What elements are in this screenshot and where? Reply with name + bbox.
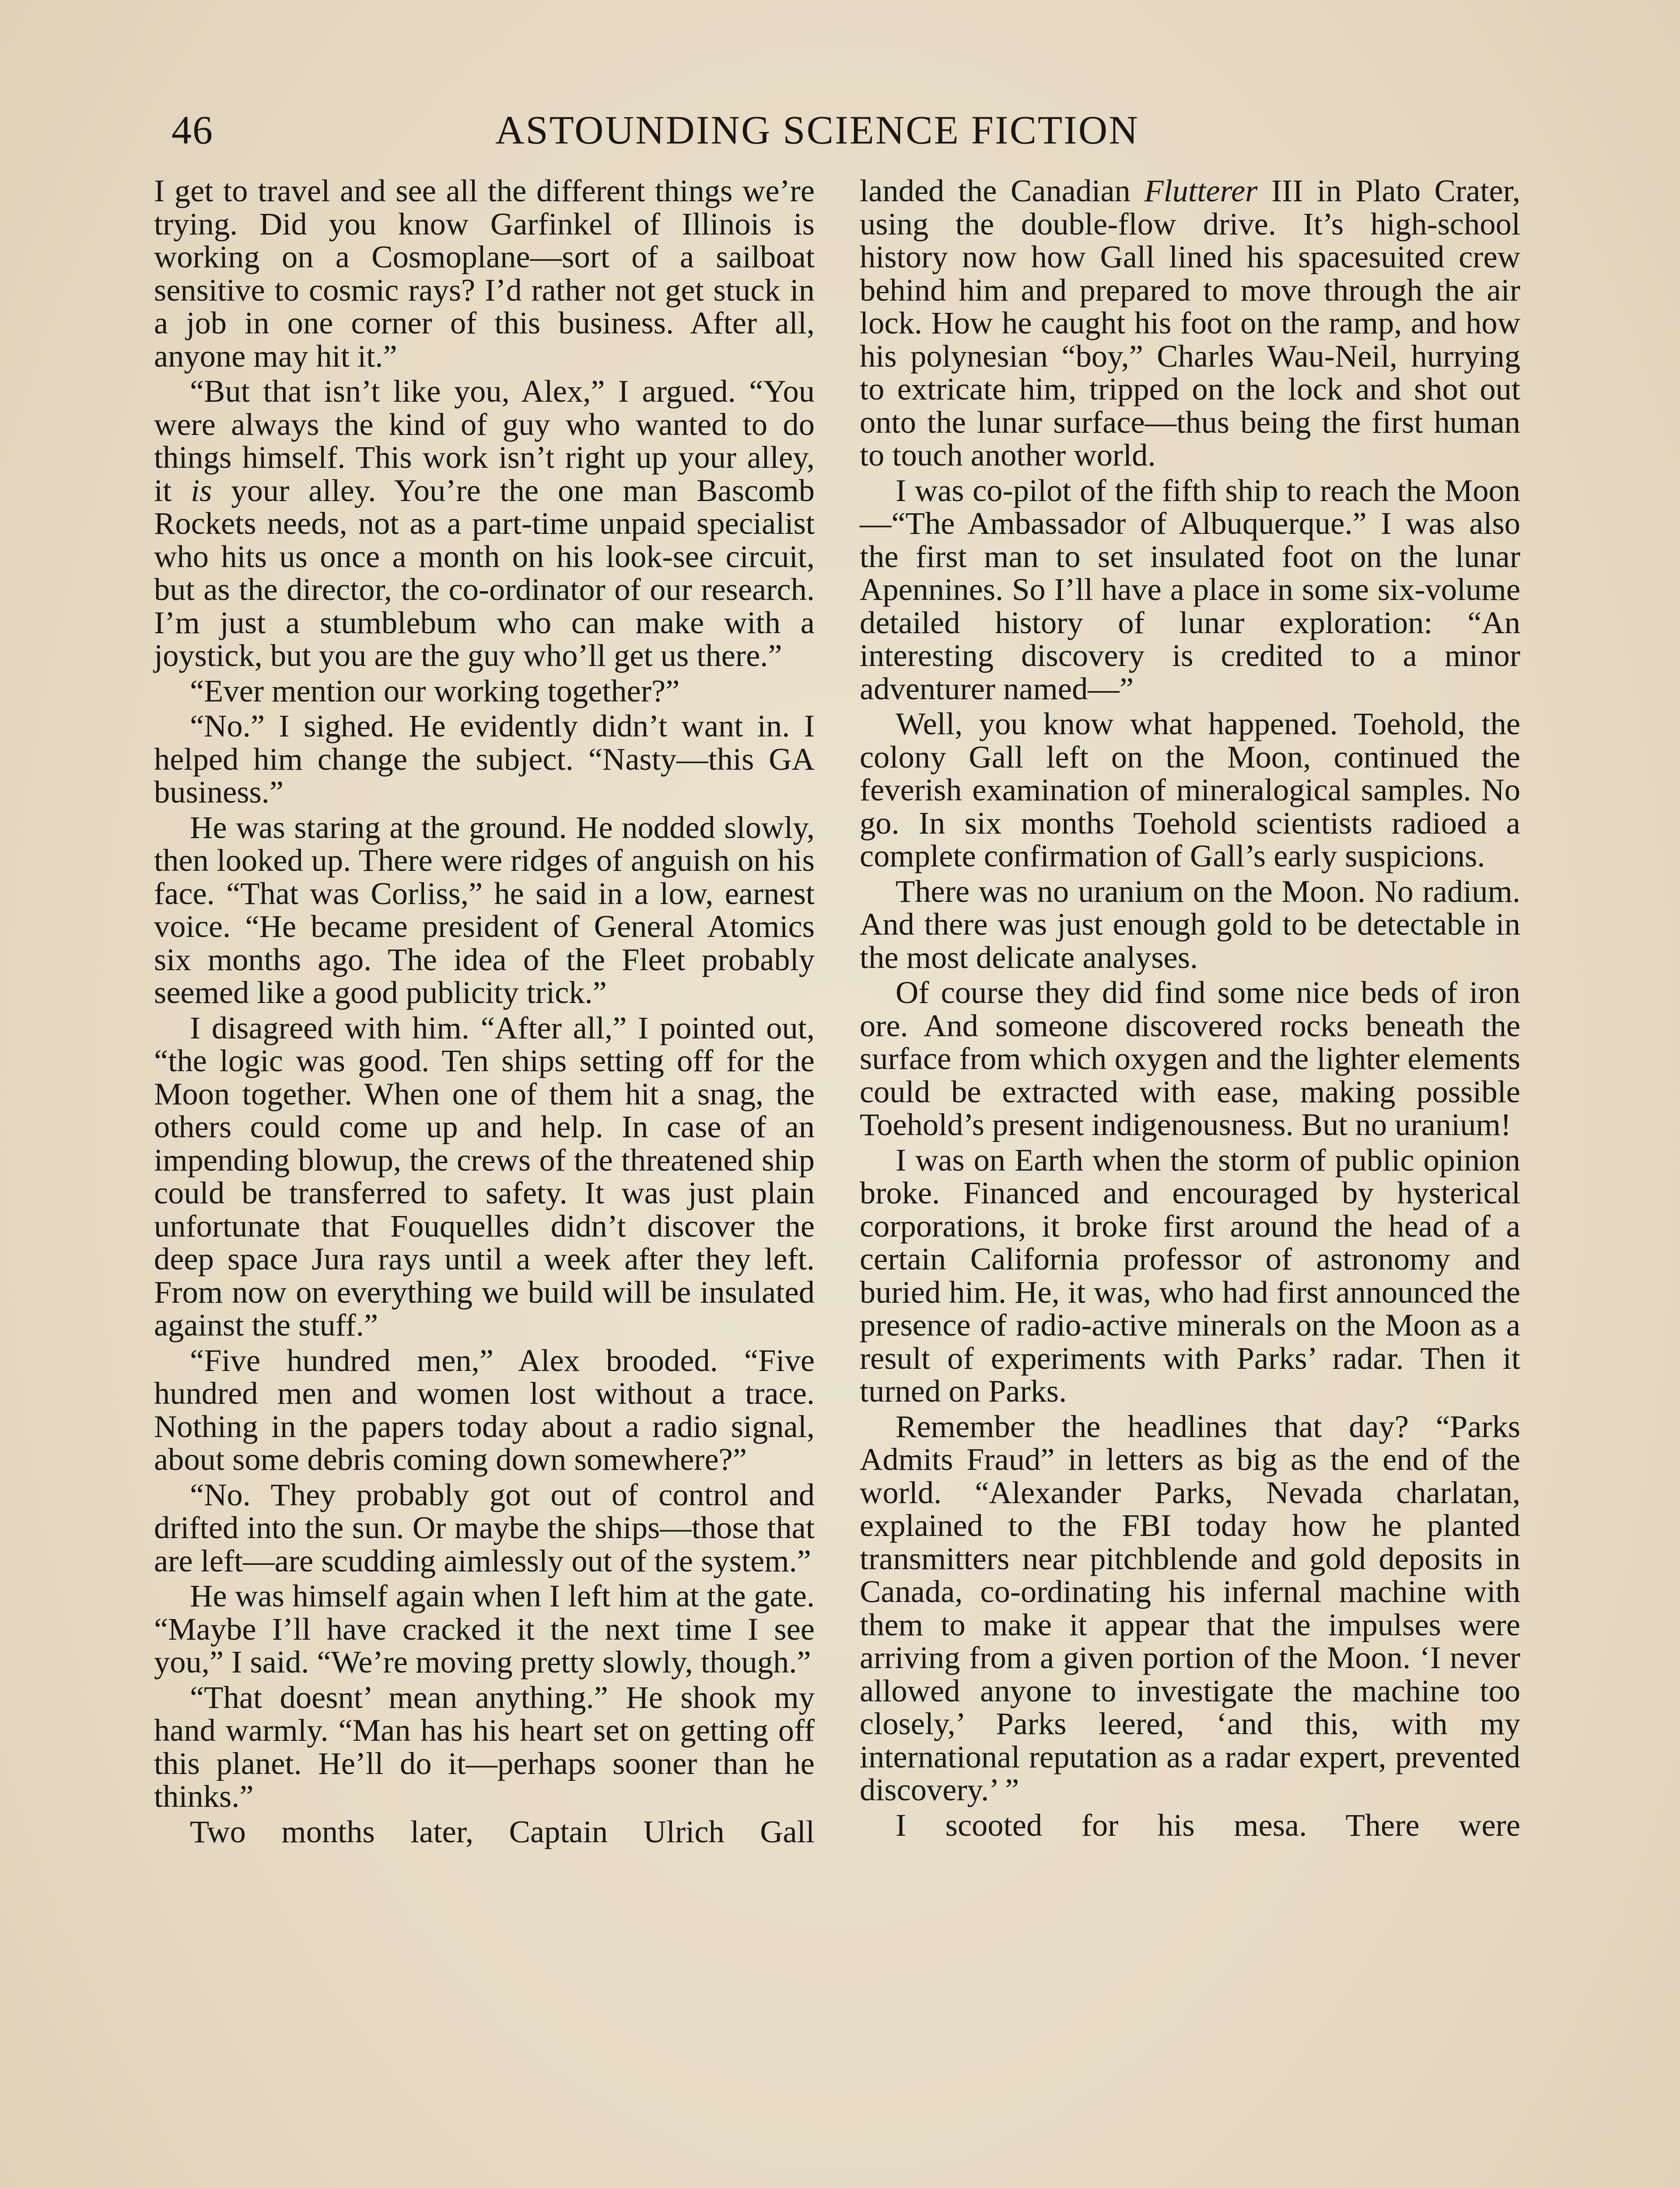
paragraph: “But that isn’t like you, Alex,” I argued. “You were always the kind of guy who wanted to do things himself. This work isn’t right up your alley, it is your alley. You’re the one man Bascomb Rockets needs, not as a part-time unpaid specialist who hits us once a month on his look-see circuit, but as the director, the co-ordinator of our research. I’m just a stumblebum who can make with a joystick, but you are the guy who’ll get us there.” — [154, 373, 815, 673]
paragraph: I was co-pilot of the fifth ship to reach the Moon—“The Ambassador of Albuquerque.” I was also the first man to set insulated foot on the lunar Apennines. So I’ll have a place in some six-volume detailed history of lunar exploration: “An interesting discovery is credited to a minor adventurer named—” — [860, 472, 1520, 706]
page-header — [172, 102, 1522, 158]
left-column — [154, 174, 815, 1848]
paragraph: “Five hundred men,” Alex brooded. “Five hundred men and women lost without a trace. Nothing in the papers today about a radio signal, about some debris coming down somewhere?” — [154, 1342, 815, 1477]
running-head: ASTOUNDING SCIENCE FICTION — [495, 108, 1139, 152]
paragraph: Well, you know what happened. Toehold, the colony Gall left on the Moon, continued the feverish examination of mineralogical samples. No go. In six months Toehold scientists radioed a complete confirmation of Gall’s early suspicions. — [860, 706, 1520, 873]
paragraph: Two months later, Captain Ulrich Gall — [190, 1813, 815, 1849]
paragraph: “That doesnt’ mean anything.” He shook my hand warmly. “Man has his heart set on getting off this planet. He’ll do it—perhaps sooner than he thinks.” — [154, 1679, 815, 1814]
paragraph: landed the Canadian Flutterer III in Plato Crater, using the double-flow drive. It’s high-school history now how Gall lined his spacesuited crew behind him and prepared to move through the air lock. How he caught his foot on the ramp, and how his polynesian “boy,” Charles Wau-Neil, hurrying to extricate him, tripped on the lock and shot out onto the lunar surface—thus being the first human to touch another world. — [860, 173, 1521, 473]
paragraph: Remember the headlines that day? “Parks Admits Fraud” in letters as big as the end of the world. “Alexander Parks, Nevada charlatan, explained to the FBI today how he planted transmitters near pitchblende and gold deposits in Canada, co-ordinating his infernal machine with them to make it appear that the impulses were arriving from a given portion of the Moon. ‘I never allowed anyone to investigate the machine too closely,’ Parks leered, ‘and this, with my international reputation as a radar expert, prevented discovery.’ ” — [860, 1408, 1520, 1807]
paragraph: There was no uranium on the Moon. No radium. And there was just enough gold to be detectable in the most delicate analyses. — [860, 873, 1520, 975]
paragraph: “No.” I sighed. He evidently didn’t want in. I helped him change the subject. “Nasty—this GA business.” — [154, 708, 815, 810]
page-number: 46 — [172, 108, 214, 152]
italic-ship-name: Flutterer — [1144, 173, 1258, 208]
paragraph: He was staring at the ground. He nodded slowly, then looked up. There were ridges of anguish on his face. “That was Corliss,” he said in a low, earnest voice. “He became president of General Atomics six months ago. The idea of the Fleet probably seemed like a good publicity trick.” — [154, 809, 815, 1010]
paragraph: Of course they did find some nice beds of iron ore. And someone discovered rocks beneath the surface from which oxygen and the lighter elements could be extracted with ease, making possible Toehold’s present indigenousness. But no uranium! — [860, 975, 1520, 1142]
paragraph: He was himself again when I left him at the gate. “Maybe I’ll have cracked it the next time I see you,” I said. “We’re moving pretty slowly, though.” — [154, 1578, 815, 1680]
italic-emphasis: is — [191, 472, 212, 508]
paragraph: “Ever mention our working together?” — [190, 673, 680, 708]
paragraph: I get to travel and see all the different things we’re trying. Did you know Garfinkel of Illinois is working on a Cosmoplane—sort of a sailboat sensitive to cosmic rays? I’d rather not get stuck in a job in one corner of this business. After all, anyone may hit it.” — [154, 173, 815, 374]
paragraph: “No. They probably got out of control and drifted into the sun. Or maybe the ships—those that are left—are scudding aimlessly out of the system.” — [154, 1476, 815, 1578]
paragraph: I scooted for his mesa. There were — [896, 1807, 1520, 1843]
paragraph: I was on Earth when the storm of public opinion broke. Financed and encouraged by hysterical corporations, it broke first around the head of a certain California professor of astronomy and buried him. He, it was, who had first announced the presence of radio-active minerals on the Moon as a result of experiments with Parks’ radar. Then it turned on Parks. — [860, 1142, 1520, 1409]
right-column — [860, 174, 1520, 1841]
paragraph: I disagreed with him. “After all,” I pointed out, “the logic was good. Ten ships setting off for the Moon together. When one of them hit a snag, the others could come up and help. In case of an impending blowup, the crews of the threatened ship could be transferred to safety. It was just plain unfortunate that Fouquelles didn’t discover the deep space Jura rays until a week after they left. From now on everything we build will be insulated against the stuff.” — [154, 1010, 815, 1343]
